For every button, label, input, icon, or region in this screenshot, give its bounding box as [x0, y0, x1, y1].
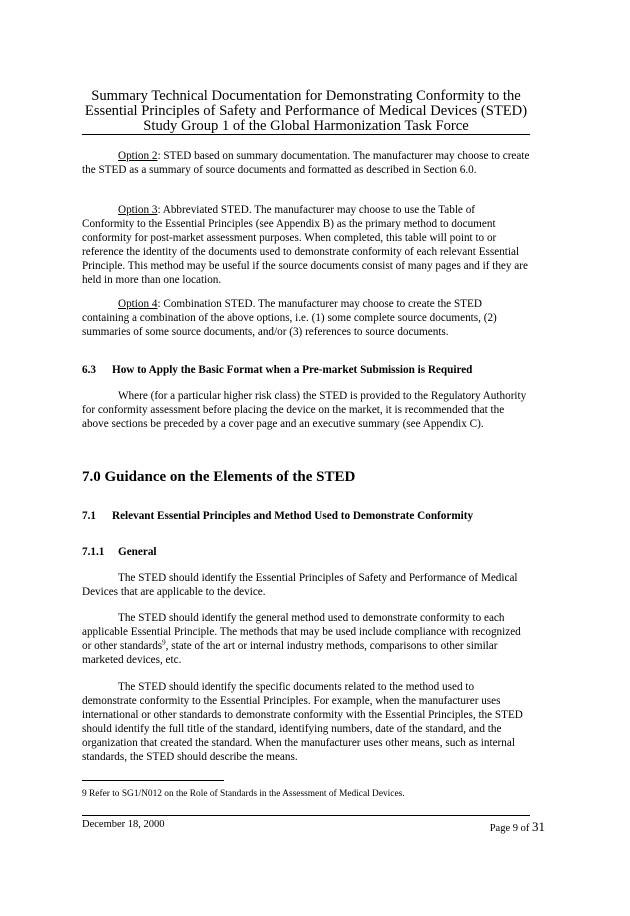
running-header-line-2: Essential Principles of Safety and Performance of Medical Devices (STED)	[84, 103, 528, 119]
option-4-paragraph	[82, 298, 530, 340]
section-7-0-heading: 7.0 Guidance on the Elements of the STED	[82, 469, 356, 485]
option-4-label: Option 4	[118, 298, 158, 310]
footnote-text: 9 Refer to SG1/N012 on the Role of Standards in the Assessment of Medical Devices.	[82, 789, 405, 799]
running-header-line-1: Summary Technical Documentation for Demonstrating Conformity to the	[91, 88, 521, 104]
header-divider	[82, 134, 530, 135]
section-6-3-body: Where (for a particular higher risk class) the STED is provided to the Regulatory Authority for conformity assessment before placing the device on the market, it is recommended that the above sections be preceded by a cover page and an executive summary (see Appendix C).	[82, 390, 527, 430]
footer-date: December 18, 2000	[82, 819, 165, 830]
option-2-paragraph	[82, 150, 530, 178]
footer-divider	[82, 815, 530, 816]
section-7-1-number: 7.1	[82, 510, 96, 522]
section-7-1-1-title: General	[118, 546, 157, 558]
footnote-divider	[82, 780, 224, 781]
section-6-3-title: How to Apply the Basic Format when a Pre-market Submission is Required	[112, 364, 473, 376]
option-3-paragraph	[82, 204, 530, 287]
footnote-reference: 9	[162, 638, 166, 647]
option-3-text: : Abbreviated STED. The manufacturer may choose to use the Table of Conformity to the Essential Principles (see Appendix B) as the primary method to document conformity for post-market assessment purposes. When completed, this table will point to or reference the identity of the documents used to demonstrate conformity of each relevant Essential Principle. This method may be useful if the source documents consist of many pages and if they are held in more than one location.	[82, 204, 528, 286]
section-7-1-1-paragraph-2: The STED should identify the general method used to demonstrate conformity to each applicable Essential Principle. The methods that may be used include compliance with recognized or other standards$^9$, state of the art or internal industry methods, comparisons to other similar marketed devices, etc.	[82, 612, 521, 666]
footer-page-number: Page 9 of 31	[489, 819, 545, 834]
option-2-text: : STED based on summary documentation. The manufacturer may choose to create the STED as a summary of source documents and formatted as described in Section 6.0.	[82, 150, 530, 176]
section-7-1-1-paragraph-3: The STED should identify the specific documents related to the method used to demonstrate conformity to the Essential Principles. For example, when the manufacturer uses international or other standards to demonstrate conformity with the Essential Principles, the STED should identify the full title of the standard, identifying numbers, date of the standard, and the organization that created the standard. When the manufacturer uses other means, such as internal standards, the STED should describe the means.	[82, 681, 523, 763]
option-4-text: : Combination STED. The manufacturer may choose to create the STED containing a combination of the above options, i.e. (1) some complete source documents, (2) summaries of some source documents, and/or (3) references to source documents.	[82, 298, 497, 338]
option-3-label: Option 3	[118, 204, 158, 216]
running-header-line-3: Study Group 1 of the Global Harmonization Task Force	[143, 118, 469, 134]
section-7-1-title: Relevant Essential Principles and Method Used to Demonstrate Conformity	[112, 510, 474, 522]
option-2-label: Option 2	[118, 150, 158, 162]
section-7-1-1-heading	[82, 546, 157, 558]
section-6-3-number: 6.3	[82, 364, 96, 376]
section-7-1-1-paragraph-1: The STED should identify the Essential Principles of Safety and Performance of Medical Devices that are applicable to the device.	[82, 572, 518, 598]
section-7-1-heading	[82, 510, 473, 522]
section-7-1-1-number: 7.1.1	[82, 546, 105, 558]
section-6-3-heading	[82, 364, 472, 376]
